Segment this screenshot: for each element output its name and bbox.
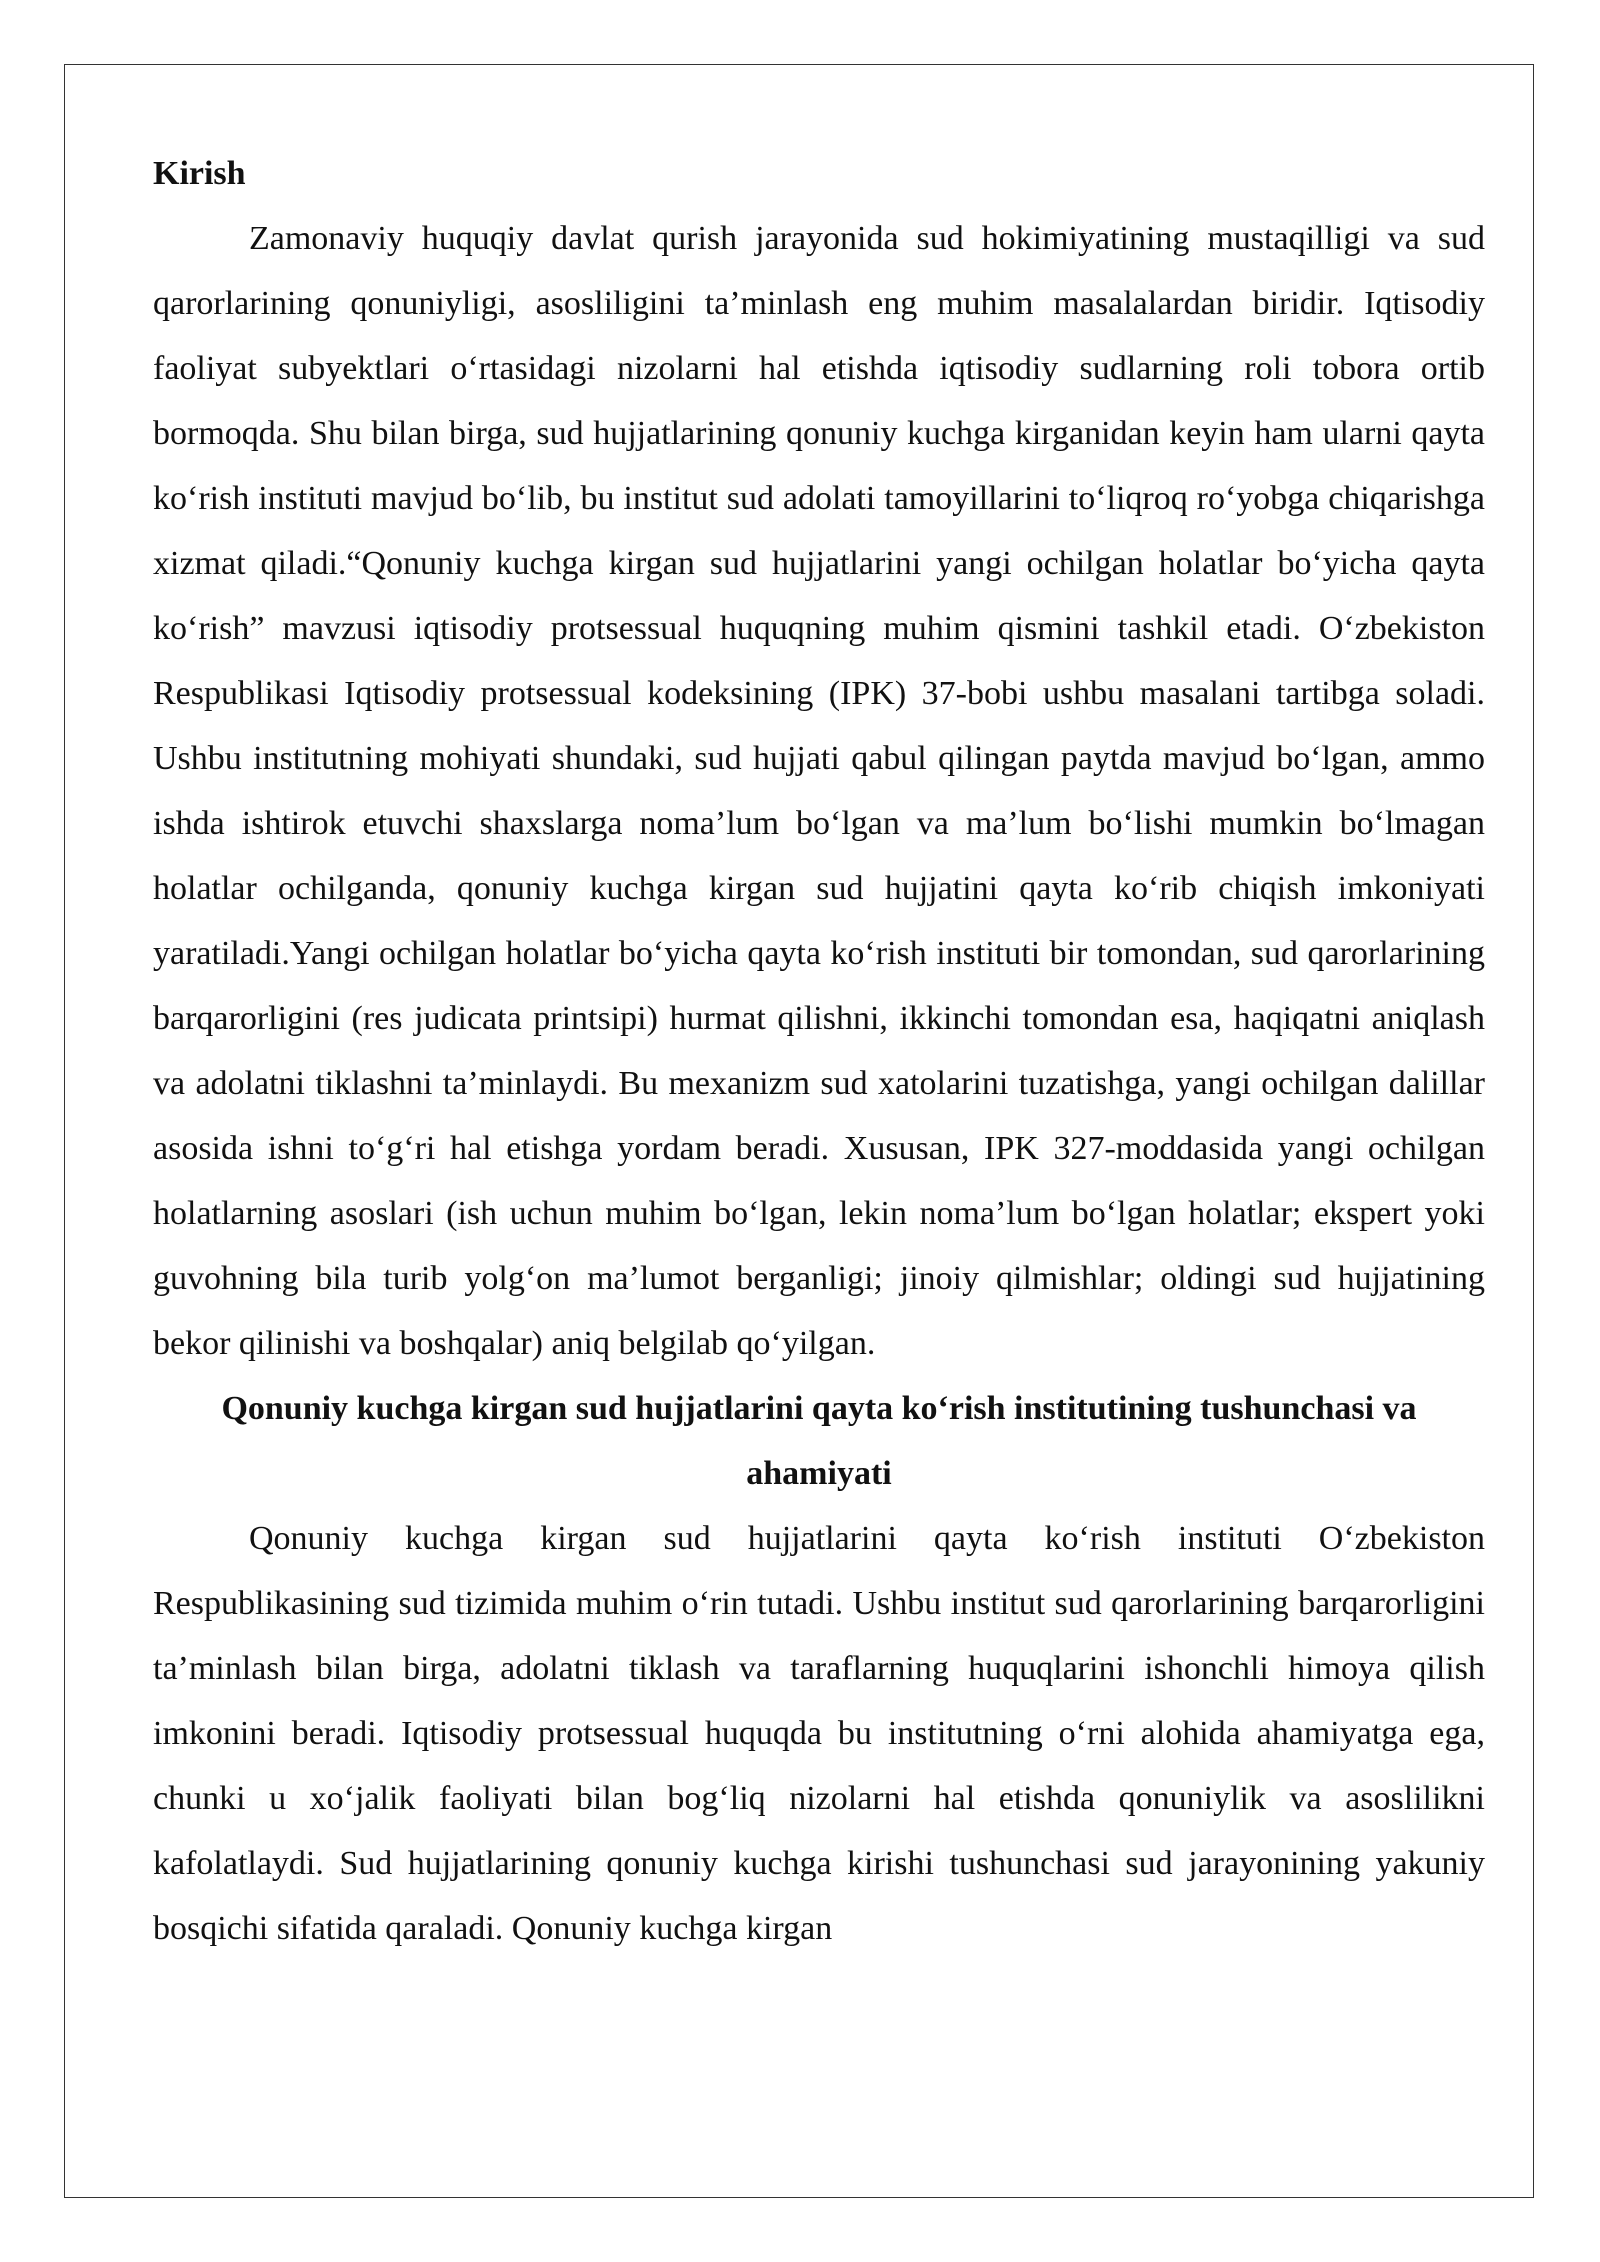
intro-paragraph: Zamonaviy huquqiy davlat qurish jarayonida sud hokimiyatining mustaqilligi va sud qarorlarining qonuniyligi, asosliligini ta’minlash eng muhim masalalardan biridir. Iqtisodiy faoliyat subyektlari o‘rtasidagi nizolarni hal etishda iqtisodiy sudlarning roli tobora ortib bormoqda. Shu bilan birga, sud hujjatlarining qonuniy kuchga kirganidan keyin ham ularni qayta ko‘rish instituti mavjud bo‘lib, bu institut sud adolati tamoyillarini to‘liqroq ro‘yobga chiqarishga xizmat qiladi.“Qonuniy kuchga kirgan sud hujjatlarini yangi ochilgan holatlar bo‘yicha qayta ko‘rish” mavzusi iqtisodiy protsessual huquqning muhim qismini tashkil etadi. O‘zbekiston Respublikasi Iqtisodiy protsessual kodeksining (IPK) 37-bobi ushbu masalani tartibga soladi. Ushbu institutning mohiyati shundaki, sud hujjati qabul qilingan paytda mavjud bo‘lgan, ammo ishda ishtirok etuvchi shaxslarga noma’lum bo‘lgan va ma’lum bo‘lishi mumkin bo‘lmagan holatlar ochilganda, qonuniy kuchga kirgan sud hujjatini qayta ko‘rib chiqish imkoniyati yaratiladi.Yangi ochilgan holatlar bo‘yicha qayta ko‘rish instituti bir tomondan, sud qarorlarining barqarorligini (res judicata printsipi) hurmat qilishni, ikkinchi tomondan esa, haqiqatni aniqlash va adolatni tiklashni ta’minlaydi. Bu mexanizm sud xatolarini tuzatishga, yangi ochilgan dalillar asosida ishni to‘g‘ri hal etishga yordam beradi. Xususan, IPK 327-moddasida yangi ochilgan holatlarning asoslari (ish uchun muhim bo‘lgan, lekin noma’lum bo‘lgan holatlar; ekspert yoki guvohning bila turib yolg‘on ma’lumot berganligi; jinoiy qilmishlar; oldingi sud hujjatining bekor qilinishi va boshqalar) aniq belgilab qo‘yilgan. (153, 220, 1485, 1362)
heading-intro: Kirish (153, 155, 246, 192)
section-paragraph: Qonuniy kuchga kirgan sud hujjatlarini qayta ko‘rish instituti O‘zbekiston Respublikasining sud tizimida muhim o‘rin tutadi. Ushbu institut sud qarorlarining barqarorligini ta’minlash bilan birga, adolatni tiklash va taraflarning huquqlarini ishonchli himoya qilish imkonini beradi. Iqtisodiy protsessual huquqda bu institutning o‘rni alohida ahamiyatga ega, chunki u xo‘jalik faoliyati bilan bog‘liq nizolarni hal etishda qonuniylik va asoslilikni kafolatlaydi. Sud hujjatlarining qonuniy kuchga kirishi tushunchasi sud jarayonining yakuniy bosqichi sifatida qaraladi. Qonuniy kuchga kirgan (153, 1520, 1485, 1947)
document-body (153, 141, 1485, 1961)
section-heading: Qonuniy kuchga kirgan sud hujjatlarini qayta ko‘rish institutining tushunchasi va ahamiyati (221, 1390, 1417, 1492)
